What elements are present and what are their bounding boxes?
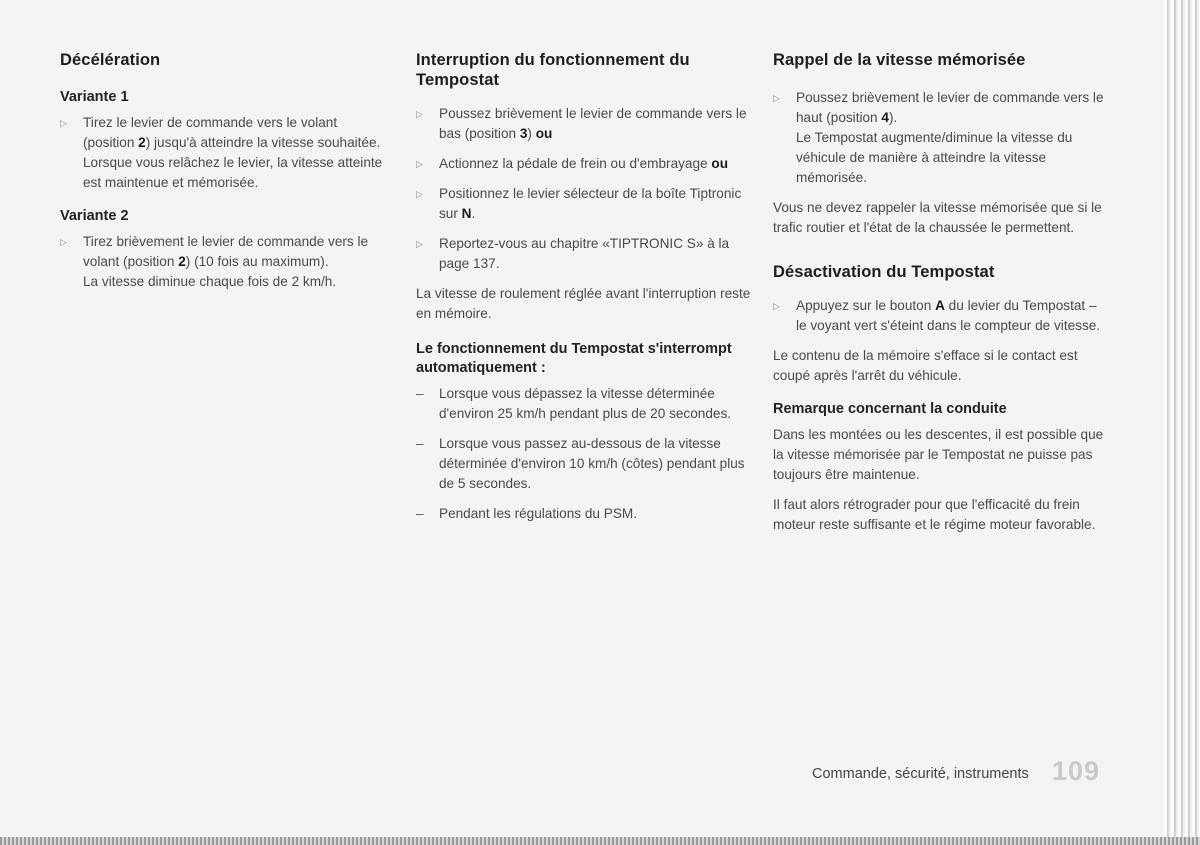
memory-clear-note: Le contenu de la mémoire s'efface si le contact est coupé après l'arrêt du véhicule.	[773, 348, 1078, 383]
page-bottom-edge	[0, 837, 1200, 845]
column-recall	[773, 50, 1113, 545]
dash-item: – Lorsque vous passez au-dessous de la vitesse déterminée d'environ 10 km/h (côtes) pendant plus de 5 secondes.	[416, 436, 745, 491]
column-deceleration	[60, 50, 390, 302]
triangle-bullet-icon: ▷	[416, 159, 423, 169]
variant2-heading: Variante 2	[60, 208, 129, 224]
triangle-bullet-icon: ▷	[416, 109, 423, 119]
section-title-deceleration: Décélération	[60, 51, 161, 69]
auto-interrupt-heading: Le fonctionnement du Tempostat s'interrompt automatiquement :	[416, 341, 732, 376]
triangle-bullet-icon: ▷	[60, 237, 67, 247]
page-number: 109	[1052, 756, 1101, 786]
list-item: ▷ Reportez-vous au chapitre «TIPTRONIC S» à la page 137.	[416, 236, 730, 271]
driving-remark-heading: Remarque concernant la conduite	[773, 401, 1007, 417]
section-title-deactivation: Désactivation du Tempostat	[773, 263, 995, 281]
list-item: ▷ Tirez le levier de commande vers le volant (position 2) jusqu'à atteindre la vitesse souhaitée. Lorsque vous relâchez le levier, la vitesse atteinte est maintenue et mémorisée.	[60, 115, 383, 190]
list-item: ▷ Tirez brièvement le levier de commande vers le volant (position 2) (10 fois au maximum). La vitesse diminue chaque fois de 2 km/h.	[60, 234, 369, 289]
dash-item: – Pendant les régulations du PSM.	[416, 506, 637, 521]
footer-section-label: Commande, sécurité, instruments	[812, 766, 1029, 782]
list-item: ▷ Positionnez le levier sélecteur de la boîte Tiptronic sur N.	[416, 186, 742, 221]
list-item: ▷ Poussez brièvement le levier de commande vers le bas (position 3) ou	[416, 106, 747, 141]
list-item: ▷ Actionnez la pédale de frein ou d'embrayage ou	[416, 154, 756, 174]
page-binding-edge	[1164, 0, 1200, 845]
memory-note: La vitesse de roulement réglée avant l'interruption reste en mémoire.	[416, 286, 751, 321]
variant1-heading: Variante 1	[60, 89, 129, 105]
list-item: ▷ Appuyez sur le bouton A du levier du Tempostat – le voyant vert s'éteint dans le compteur de vitesse.	[773, 298, 1101, 333]
slope-note: Dans les montées ou les descentes, il est possible que la vitesse mémorisée par le Tempostat ne puisse pas toujours être maintenue.	[773, 427, 1104, 482]
triangle-bullet-icon: ▷	[416, 189, 423, 199]
section-title-interruption: Interruption du fonctionnement du Tempostat	[416, 51, 690, 89]
triangle-bullet-icon: ▷	[773, 93, 780, 103]
column-interruption	[416, 50, 756, 534]
triangle-bullet-icon: ▷	[416, 239, 423, 249]
triangle-bullet-icon: ▷	[773, 301, 780, 311]
downshift-note: Il faut alors rétrograder pour que l'efficacité du frein moteur reste suffisante et le régime moteur favorable.	[773, 497, 1096, 532]
recall-note: Vous ne devez rappeler la vitesse mémorisée que si le trafic routier et l'état de la chaussée le permettent.	[773, 200, 1102, 235]
page-footer	[812, 756, 1112, 792]
section-title-recall: Rappel de la vitesse mémorisée	[773, 51, 1026, 69]
triangle-bullet-icon: ▷	[60, 118, 67, 128]
dash-item: – Lorsque vous dépassez la vitesse déterminée d'environ 25 km/h pendant plus de 20 secondes.	[416, 386, 732, 421]
list-item: ▷ Poussez brièvement le levier de commande vers le haut (position 4). Le Tempostat augmente/diminue la vitesse du véhicule de manière à atteindre la vitesse mémorisée.	[773, 90, 1104, 185]
